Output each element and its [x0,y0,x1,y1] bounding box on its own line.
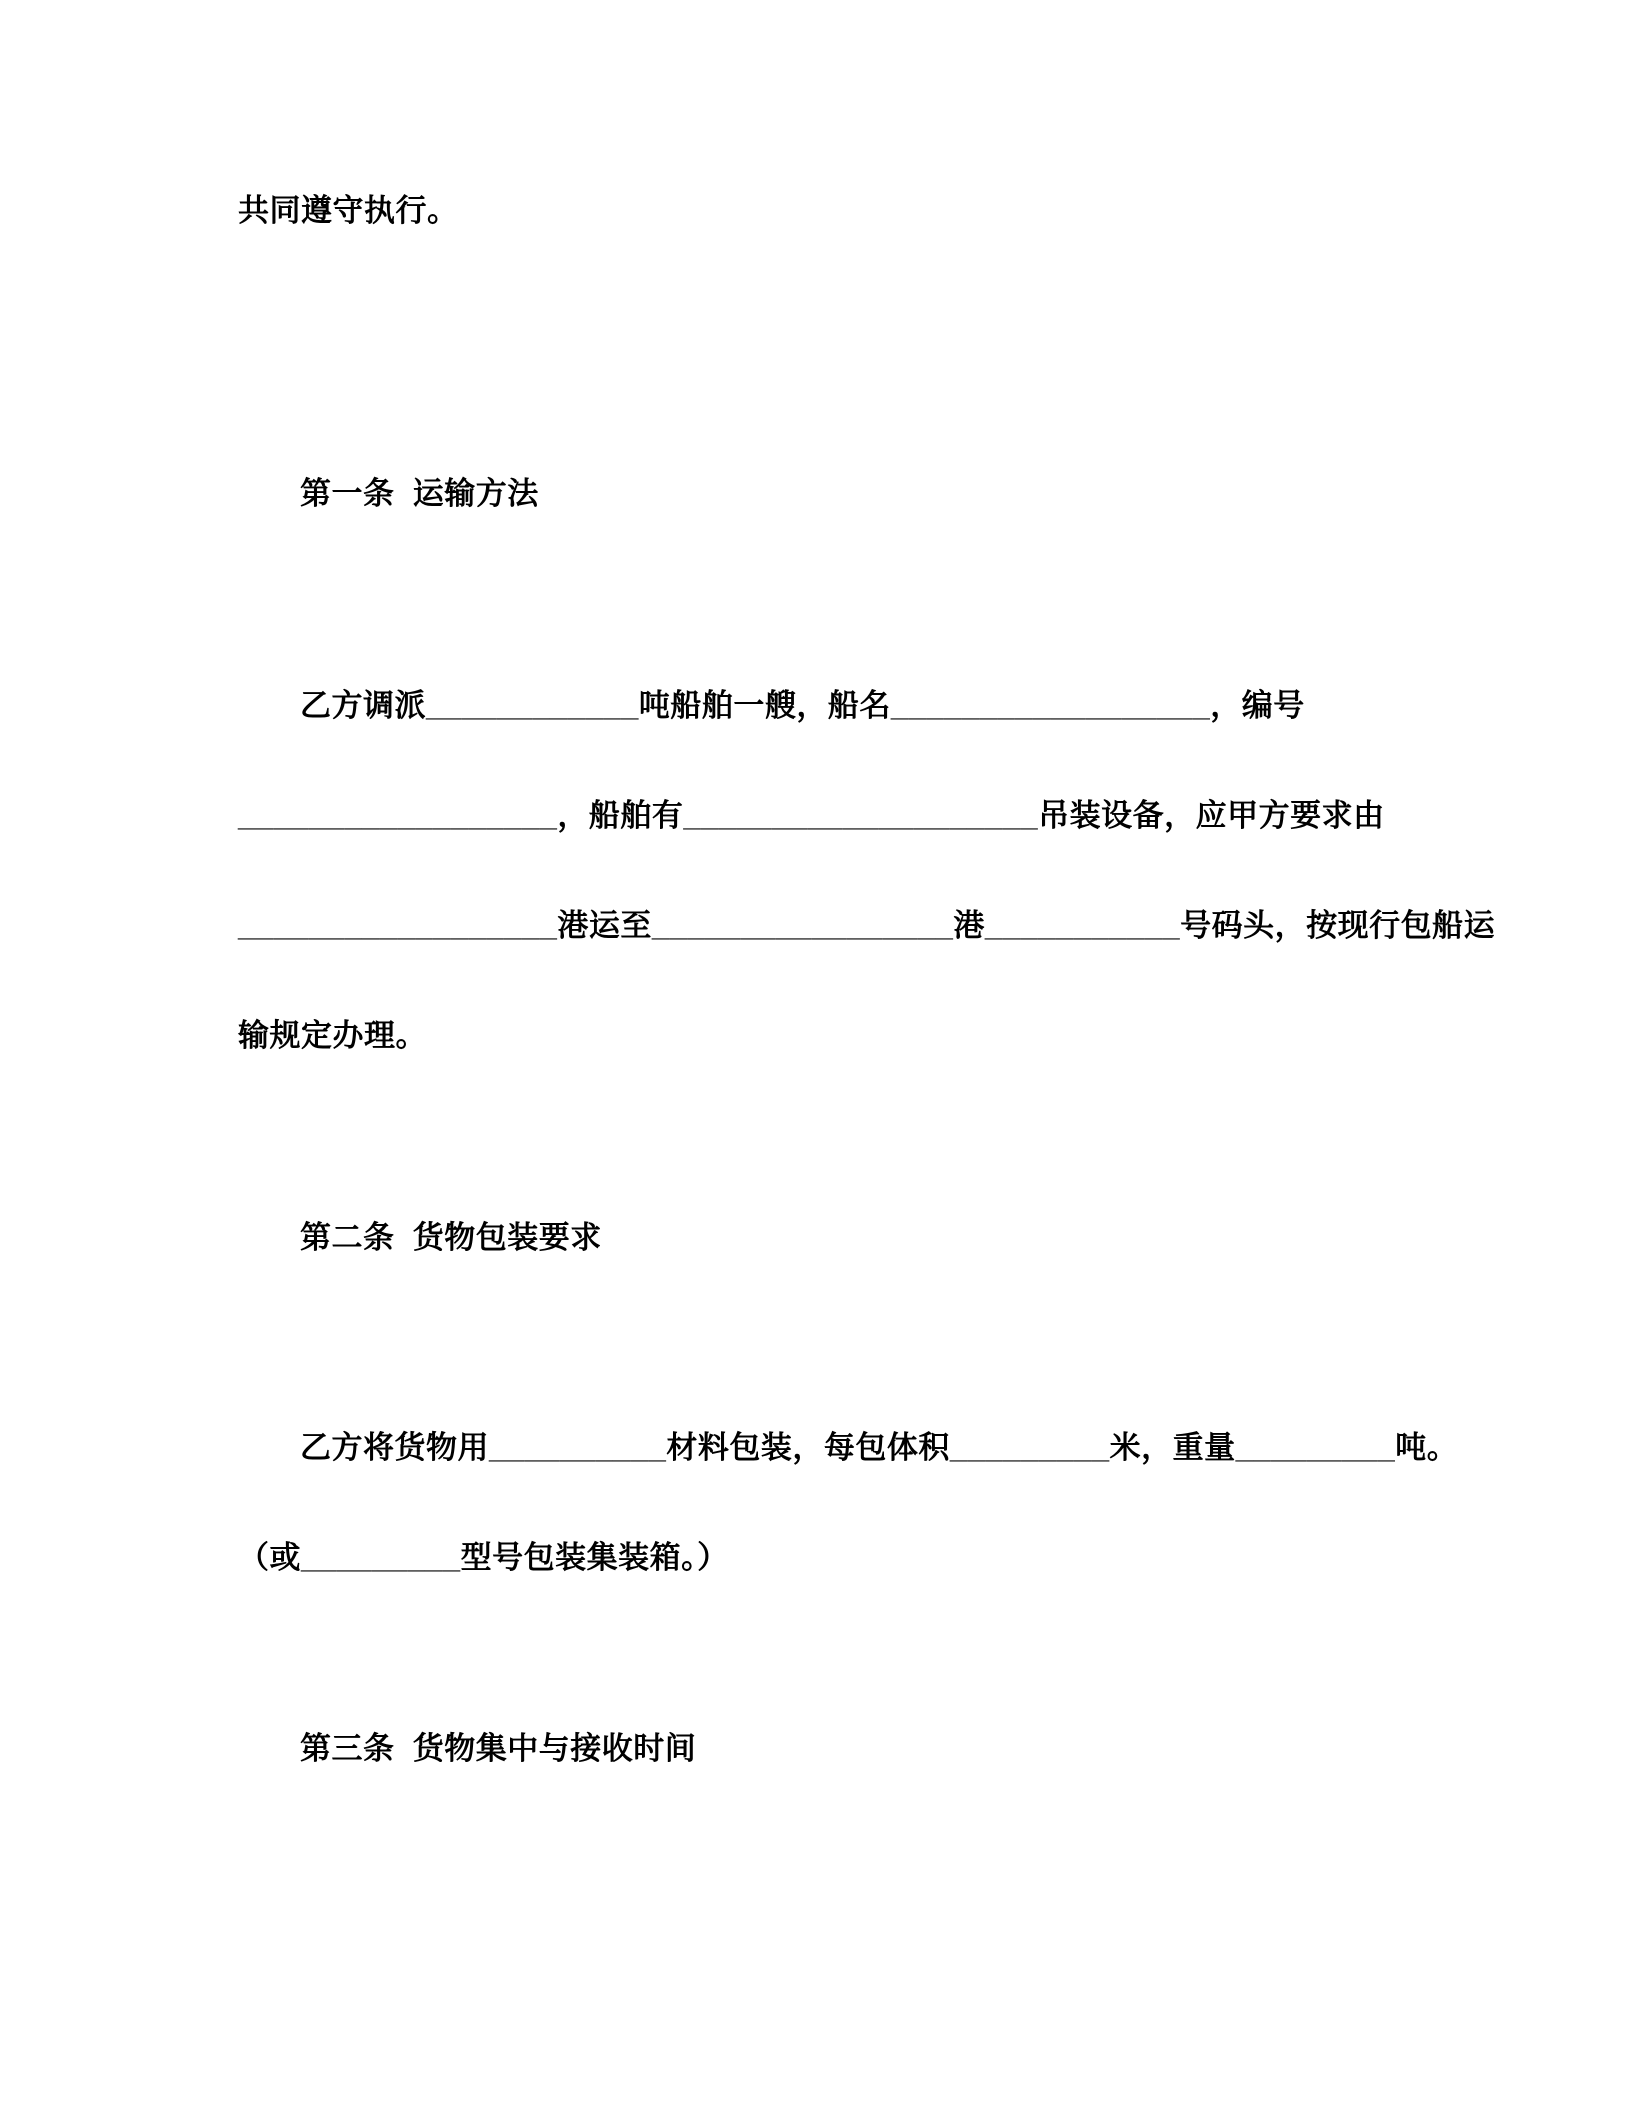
paragraph-line: __________________港运至_________________港___________号码头，按现行包船运 [238,908,1496,943]
section-heading-3: 第三条 货物集中与接收时间 [300,1731,697,1766]
paragraph-line: 输规定办理。 [238,1018,427,1053]
paragraph-line: 共同遵守执行。 [238,193,459,228]
section-heading-2: 第二条 货物包装要求 [300,1220,602,1255]
paragraph-line: （或_________型号包装集装箱。） [238,1540,729,1575]
paragraph-line: __________________，船舶有____________________吊装设备，应甲方要求由 [238,798,1385,833]
paragraph-line: 乙方将货物用__________材料包装，每包体积_________米，重量_________吨。 [300,1430,1459,1465]
paragraph-line: 乙方调派____________吨船舶一艘，船名__________________，编号 [300,688,1305,723]
section-heading-1: 第一条 运输方法 [300,476,539,511]
